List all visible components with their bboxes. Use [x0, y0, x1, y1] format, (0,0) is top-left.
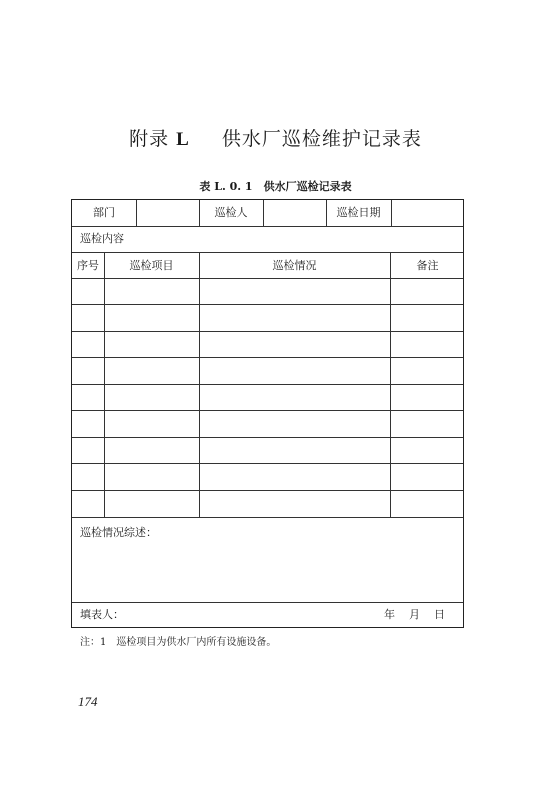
inspection-summary-label: 巡检情况综述： [80, 526, 157, 539]
row-divider [72, 490, 463, 491]
row-divider [72, 602, 463, 603]
row-divider [72, 331, 463, 332]
row-divider [72, 226, 463, 227]
col-divider [390, 252, 391, 517]
row-divider [72, 384, 463, 385]
inspection-content-label: 巡检内容 [80, 232, 124, 245]
column-header-remarks: 备注 [416, 259, 439, 272]
note-text: 巡检项目为供水厂内所有设施设备。 [116, 637, 277, 648]
appendix-letter: L [176, 129, 190, 150]
inspector-label: 巡检人 [214, 206, 248, 219]
inspection-record-form [71, 199, 464, 628]
filler-label: 填表人： [80, 608, 124, 621]
appendix-title [0, 124, 551, 151]
year-unit: 年 [384, 608, 395, 621]
col-divider [199, 252, 200, 517]
department-label: 部门 [93, 206, 115, 219]
appendix-name: 供水厂巡检维护记录表 [221, 128, 422, 150]
month-unit: 月 [409, 608, 420, 621]
col-divider [391, 200, 392, 226]
row-divider [72, 437, 463, 438]
column-header-serial: 序号 [77, 259, 99, 272]
col-divider [263, 200, 264, 226]
row-divider [72, 252, 463, 253]
row-divider [72, 517, 463, 518]
day-unit: 日 [434, 608, 445, 621]
table-note [80, 633, 286, 648]
table-caption: 表 L. 0. 1 供水厂巡检记录表 [199, 180, 352, 193]
row-divider [72, 357, 463, 358]
row-divider [72, 410, 463, 411]
note-prefix: 注：1 [80, 637, 107, 648]
appendix-label: 附录 [129, 128, 170, 150]
column-header-status: 巡检情况 [272, 259, 317, 272]
inspection-date-label: 巡检日期 [336, 206, 381, 219]
row-divider [72, 463, 463, 464]
col-divider [136, 200, 137, 226]
col-divider [104, 252, 105, 517]
fill-date [384, 608, 445, 622]
column-header-item: 巡检项目 [129, 259, 174, 272]
row-divider [72, 278, 463, 279]
row-divider [72, 304, 463, 305]
page-number: 174 [78, 694, 98, 709]
